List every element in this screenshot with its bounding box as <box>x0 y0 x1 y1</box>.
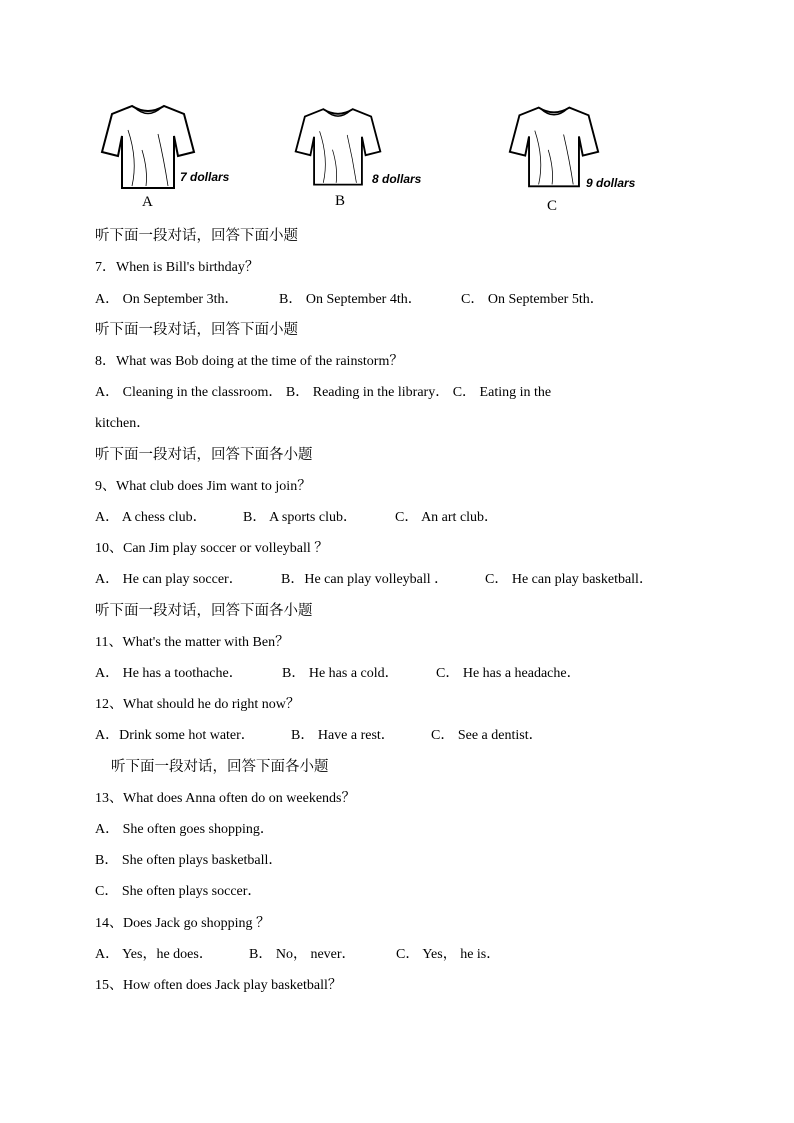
question-13-option-c: C． She often plays soccer． <box>95 884 262 899</box>
question-11: 11、What's the matter with Ben？ <box>95 635 290 650</box>
section-instruction: 听下面一段对话，回答下面小题 <box>95 228 298 244</box>
option-c: C． He has a headache． <box>436 666 581 681</box>
option-b: B．He can play volleyball ． <box>281 572 449 587</box>
section-instruction: 听下面一段对话，回答下面各小题 <box>95 447 313 463</box>
option-a: A． A chess club． <box>95 510 207 525</box>
option-b: B． He has a cold． <box>282 666 399 681</box>
question-8: 8．What was Bob doing at the time of the rainstorm？ <box>95 354 404 369</box>
option-a: A． Yes，he does． <box>95 947 213 962</box>
tshirt-c-letter: C <box>547 198 558 214</box>
option-a: A． On September 3th． <box>95 292 239 307</box>
question-9: 9、What club does Jim want to join？ <box>95 479 312 494</box>
option-a: A．Drink some hot water． <box>95 728 255 743</box>
option-a: A． He can play soccer． <box>95 572 243 587</box>
question-13-option-b: B． She often plays basketball． <box>95 853 283 868</box>
question-14: 14、Does Jack go shopping ？ <box>95 916 270 931</box>
tshirt-b-image <box>292 100 384 192</box>
option-b: B． No， never． <box>249 947 356 962</box>
tshirt-b-price: 8 dollars <box>372 172 422 186</box>
option-c: C． He can play basketball． <box>485 572 653 587</box>
section-instruction: 听下面一段对话，回答下面各小题 <box>111 759 329 775</box>
tshirt-figures <box>92 100 712 220</box>
option-a: A． He has a toothache． <box>95 666 243 681</box>
question-12: 12、What should he do right now？ <box>95 697 300 712</box>
tshirt-a-price: 7 dollars <box>180 170 230 184</box>
question-10-options <box>95 570 705 590</box>
option-b: B． A sports club． <box>243 510 357 525</box>
question-7-options <box>95 290 705 310</box>
section-instruction: 听下面一段对话，回答下面小题 <box>95 322 298 338</box>
question-8-options: A． Cleaning in the classroom． B． Reading in the library． C． Eating in the <box>95 385 552 400</box>
question-12-options <box>95 726 705 746</box>
tshirt-c-price: 9 dollars <box>586 176 636 190</box>
section-instruction: 听下面一段对话，回答下面各小题 <box>95 603 313 619</box>
question-14-options <box>95 945 705 965</box>
question-13-option-a: A． She often goes shopping． <box>95 822 274 837</box>
question-9-options <box>95 508 705 528</box>
option-c: C． On September 5th． <box>461 292 604 307</box>
option-c: C． Yes， he is． <box>396 947 501 962</box>
tshirt-a-letter: A <box>142 194 153 210</box>
tshirt-b-letter: B <box>335 193 346 209</box>
question-7: 7．When is Bill's birthday？ <box>95 260 259 275</box>
question-15: 15、How often does Jack play basketball？ <box>95 978 342 993</box>
question-11-options <box>95 664 705 684</box>
option-c: C． See a dentist． <box>431 728 543 743</box>
question-8-options-continued: kitchen． <box>95 416 151 431</box>
option-b: B． On September 4th． <box>279 292 422 307</box>
option-c: C． An art club． <box>395 510 499 525</box>
question-13: 13、What does Anna often do on weekends？ <box>95 791 356 806</box>
question-10: 10、Can Jim play soccer or volleyball ？ <box>95 541 329 556</box>
option-b: B． Have a rest． <box>291 728 395 743</box>
